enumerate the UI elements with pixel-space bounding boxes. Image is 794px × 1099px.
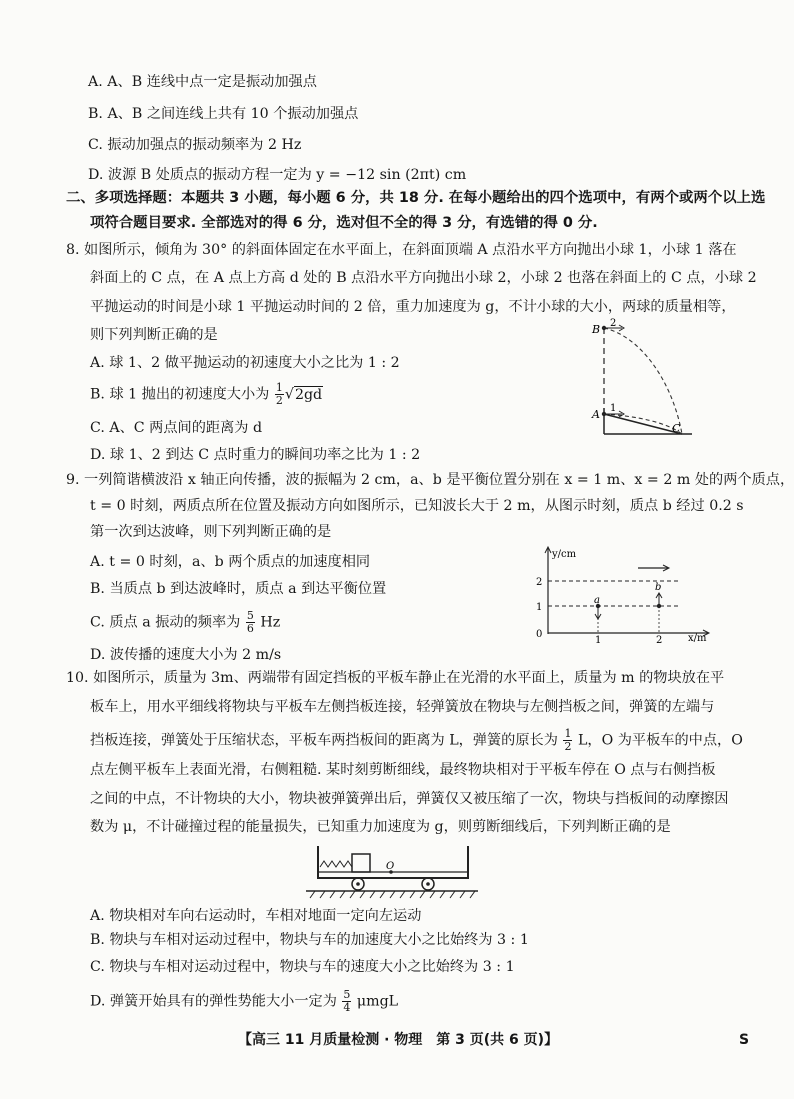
q9-option-d: D. 波传播的速度大小为 2 m/s — [90, 647, 282, 663]
q10-stem-line: 10. 如图所示，质量为 3m、两端带有固定挡板的平板车静止在光滑的水平面上，质量为 m 的物块放在平 — [66, 670, 725, 686]
midpoint-o-label: O — [386, 861, 395, 872]
q9-stem-line: 9. 一列简谐横波沿 x 轴正向传播，波的振幅为 2 cm，a、b 是平衡位置分别在 x = 1 m、x = 2 m 处的两个质点， — [66, 472, 794, 488]
q8-option-d: D. 球 1、2 到达 C 点时重力的瞬间功率之比为 1 : 2 — [90, 447, 421, 463]
q10-stem-text: L，O 为平板车的中点，O — [577, 732, 743, 749]
q9-stem-line: 第一次到达波峰，则下列判断正确的是 — [90, 524, 332, 540]
q8-option-a: A. 球 1、2 做平抛运动的初速度大小之比为 1 : 2 — [90, 355, 400, 371]
q10-cart-figure — [302, 840, 482, 902]
point-c-label: C — [672, 422, 681, 435]
q10-stem-line: 点左侧平板车上表面光滑，右侧粗糙. 某时刻剪断细线，最终物块相对于平板车停在 O 点与右侧挡板 — [90, 762, 716, 778]
origin-label: 0 — [536, 629, 543, 640]
q9-option-b: B. 当质点 b 到达波峰时，质点 a 到达平衡位置 — [90, 581, 387, 597]
fraction-numerator: 1 — [275, 381, 283, 394]
x-axis-label: x/m — [688, 633, 707, 644]
q9-stem-line: t = 0 时刻，两质点所在位置及振动方向如图所示，已知波长大于 2 m，从图示时刻，质点 b 经过 0.2 s — [90, 498, 744, 514]
right-wheel-hub — [426, 882, 430, 886]
q7-option-c: C. 振动加强点的振动频率为 2 Hz — [88, 137, 302, 153]
q10-option-a: A. 物块相对车向右运动时，车相对地面一定向左运动 — [90, 908, 422, 924]
point-a-label: A — [592, 408, 600, 421]
q9-option-c-text: C. 质点 a 振动的频率为 — [90, 614, 241, 631]
y-axis-label: y/cm — [552, 549, 577, 560]
ball-2-trajectory — [604, 328, 682, 434]
q8-option-b: B. 球 1 抛出的初速度大小为 $\frac{1}{2}$ √2gd — [90, 381, 323, 407]
ground-hatching — [310, 891, 475, 898]
q10-option-b: B. 物块与车相对运动过程中，物块与车的加速度大小之比始终为 3 : 1 — [90, 932, 529, 948]
section-2-heading: 二、多项选择题：本题共 3 小题，每小题 6 分，共 18 分. 在每小题给出的四个选项中，有两个或两个以上选 — [66, 190, 766, 206]
q10-option-d-fraction — [342, 989, 351, 1014]
q8-stem-line: 则下列判断正确的是 — [90, 327, 218, 343]
fraction-denominator: 4 — [343, 1001, 351, 1014]
block — [352, 854, 370, 872]
incline-slope — [604, 414, 682, 434]
q10-stem-line: 数为 μ，不计碰撞过程的能量损失，已知重力加速度为 g，则剪断细线后，下列判断正确的是 — [90, 819, 671, 835]
y-tick-1: 1 — [536, 602, 543, 613]
q9-option-a: A. t = 0 时刻，a、b 两个质点的加速度相同 — [90, 554, 371, 570]
fraction-numerator: 1 — [564, 727, 572, 740]
q8-option-b-text: B. 球 1 抛出的初速度大小为 — [90, 386, 270, 403]
fraction-denominator: 2 — [564, 740, 572, 753]
q10-stem-line: 之间的中点，不计物块的大小，物块被弹簧弹出后，弹簧仅又被压缩了一次，物块与挡板间的动摩擦因 — [90, 791, 729, 807]
q10-option-d — [90, 989, 398, 1014]
q10-option-d-expression: μmgL — [356, 993, 399, 1010]
q10-option-d-text: D. 弹簧开始具有的弹性势能大小一定为 — [90, 993, 337, 1010]
page-side-mark: S — [739, 1032, 750, 1048]
fraction-numerator: 5 — [246, 609, 254, 622]
x-tick-1: 1 — [595, 635, 602, 644]
page-footer: 【高三 11 月质量检测 · 物理 第 3 页(共 6 页)】 — [238, 1032, 559, 1048]
q8-stem-line: 平抛运动的时间是小球 1 平抛运动时间的 2 倍，重力加速度为 g，不计小球的大小，两球的质量相等， — [90, 299, 736, 315]
q7-option-a: A. A、B 连线中点一定是振动加强点 — [88, 74, 317, 90]
q8-incline-figure — [588, 318, 700, 440]
fraction-denominator: 6 — [246, 622, 254, 635]
q10-stem-text: 挡板连接，弹簧处于压缩状态，平板车两挡板间的距离为 L，弹簧的原长为 — [90, 732, 558, 749]
q10-stem-fraction — [563, 728, 572, 753]
q8-option-b-fraction — [275, 382, 284, 407]
q9-option-c-fraction — [246, 610, 255, 635]
q9-option-c-unit: Hz — [260, 614, 281, 631]
q9-option-c — [90, 610, 280, 635]
q8-option-b-radicand: 2gd — [294, 386, 323, 403]
section-2-heading-cont: 项符合题目要求. 全部选对的得 6 分，选对但不全的得 3 分，有选错的得 0 分. — [90, 215, 598, 231]
fraction-numerator: 5 — [343, 988, 351, 1001]
q7-option-d: D. 波源 B 处质点的振动方程一定为 y = −12 sin (2πt) cm — [88, 167, 467, 183]
y-tick-2: 2 — [536, 577, 543, 588]
spring — [320, 861, 352, 867]
q9-wave-figure — [528, 544, 718, 644]
point-b-label: B — [592, 323, 601, 336]
x-tick-2: 2 — [656, 635, 663, 644]
q10-option-c: C. 物块与车相对运动过程中，物块与车的速度大小之比始终为 3 : 1 — [90, 959, 515, 975]
ball-2-label: 2 — [610, 318, 617, 329]
particle-b-label: b — [655, 582, 662, 593]
left-wheel-hub — [356, 882, 360, 886]
q10-stem-line: 板车上，用水平细线将物块与平板车左侧挡板连接，轻弹簧放在物块与左侧挡板之间，弹簧的左端与 — [90, 699, 715, 715]
q8-stem-line: 8. 如图所示，倾角为 30° 的斜面体固定在水平面上，在斜面顶端 A 点沿水平方向抛出小球 1，小球 1 落在 — [66, 242, 737, 258]
q7-option-b: B. A、B 之间连线上共有 10 个振动加强点 — [88, 106, 359, 122]
q8-option-c: C. A、C 两点间的距离为 d — [90, 420, 263, 436]
ball-1 — [602, 412, 606, 416]
ball-1-label: 1 — [610, 403, 617, 414]
q8-stem-line: 斜面上的 C 点，在 A 点上方高 d 处的 B 点沿水平方向抛出小球 2，小球 2 也落在斜面上的 C 点，小球 2 — [90, 270, 757, 286]
q10-stem-line — [90, 728, 743, 753]
fraction-denominator: 2 — [275, 394, 283, 407]
particle-a-label: a — [594, 595, 600, 606]
ball-2 — [602, 326, 606, 330]
